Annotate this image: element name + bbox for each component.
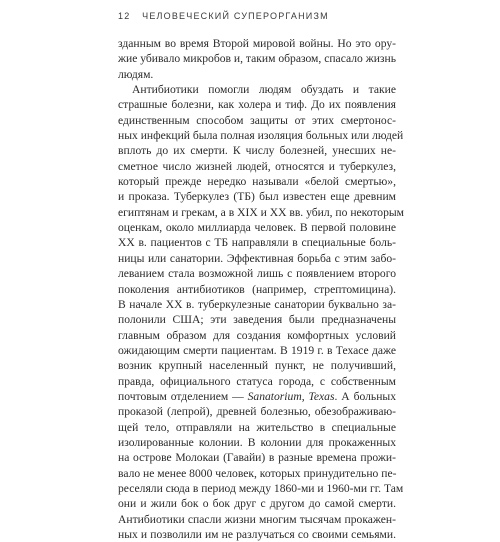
text-line: В начале XX в. туберкулезные санатории буквально за- (118, 297, 396, 311)
text-line: сметное число жизней людей, относятся и туберкулез, (118, 159, 396, 173)
text-line: египтянам и грекам, а в XIX и XX вв. убил, по некоторым (118, 205, 404, 219)
text-line: ницы или санатории. Эффективная борьба с этим забо- (118, 251, 396, 265)
text-line: проказой (лепрой), древней болезнью, обезображиваю- (118, 405, 396, 419)
text-line: ных инфекций была полная изоляция больных или людей (118, 129, 404, 143)
text-line: зданным во время Второй мировой войны. Но это ору- (118, 37, 396, 50)
text-line: они и жили бок о бок друг с другом до самой смерти. (118, 497, 396, 511)
text-line: вплоть до их смерти. К числу болезней, унесших не- (118, 144, 396, 158)
running-head (118, 11, 398, 21)
text-line: который прежде нередко называли «белой смертью», (118, 175, 396, 189)
text-line: жие убивало микробов и, таким образом, спасало жизнь (118, 52, 396, 66)
place-name: Sanatorium, Texas (247, 389, 335, 403)
text-line: леванием стала возможной лишь с появлением второго (118, 267, 396, 281)
running-title: ЧЕЛОВЕЧЕСКИЙ СУПЕРОРГАНИЗМ (142, 11, 329, 21)
text-line: единственным способом защиты от этих смертонос- (118, 113, 396, 127)
text-line: щей тело, отправляли на жительство в специальные (118, 420, 396, 434)
text-line: возник крупный населенный пункт, не получивший, (118, 359, 396, 373)
body-text (118, 36, 404, 542)
text-line: поколения антибиотиков (например, стрептомицина). (118, 282, 396, 296)
page-number: 12 (118, 11, 131, 21)
text-line: главным образом для создания комфортных условий (118, 328, 396, 342)
text-line: Антибиотики помогли людям обуздать и такие (132, 83, 396, 97)
text-line: ных и позволили им не разлучаться со своими семьями. (118, 528, 396, 541)
text-line: Антибиотики спасли жизни многим тысячам прокажен- (118, 512, 396, 526)
text-line: почтовым отделением — Sanatorium, Texas. А больных (118, 389, 396, 403)
text-line: и проказа. Туберкулез (ТБ) был известен еще древним (118, 190, 396, 204)
text-line: ожидающим смерти пациентам. В 1919 г. в Техасе даже (118, 343, 396, 357)
text-line: изолированные колонии. В колонии для прокаженных (118, 435, 396, 449)
text-line: на острове Молокаи (Гавайи) в разные времена прожи- (118, 451, 396, 465)
text-line: полонили США; эти заведения были предназначены (118, 313, 396, 327)
text-line: правда, официального статуса города, с собственным (118, 374, 396, 388)
text-line: вало не менее 8000 человек, которых принудительно пе- (118, 466, 397, 480)
text-line: XX в. пациентов с ТБ направляли в специальные боль- (118, 236, 396, 250)
text-line: людям. (118, 67, 154, 81)
text-line: страшные болезни, как холера и тиф. До их появления (118, 98, 396, 112)
text-line: реселяли сюда в период между 1860-ми и 1960-ми гг. Там (118, 481, 404, 495)
text-line: оценкам, около миллиарда человек. В первой половине (118, 221, 396, 235)
